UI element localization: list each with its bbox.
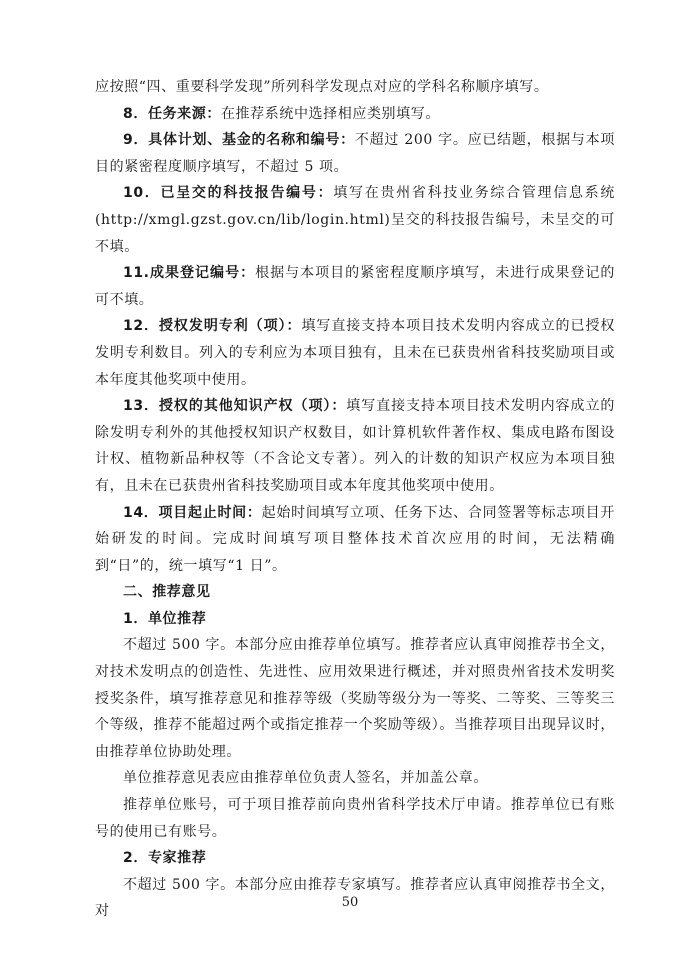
document-body [95,74,615,925]
paragraph-text: 不超过 500 字。本部分应由推荐专家填写。推荐者应认真审阅推荐书全文，对 [95,876,615,920]
paragraph-7 [95,500,615,580]
paragraph-text: 单位推荐意见表应由推荐单位负责人签名，并加盖公章。 [123,770,488,787]
paragraph-1 [95,101,615,128]
paragraph-text: 填写直接支持本项目技术发明内容成立的已授权发明专利数目。列入的专利应为本项目独有，且未在已获贵州省科技奖励项目或本年度其他奖项中使用。 [95,318,615,388]
paragraph-text: 不超过 200 字。应已结题，根据与本项目的紧密程度顺序填写，不超过 5 项。 [95,132,615,175]
paragraph-heading: 9．具体计划、基金的名称和编号： [123,132,355,149]
paragraph-2 [95,127,615,180]
paragraph-11 [95,765,615,792]
paragraph-10 [95,632,615,765]
subsection-heading-text: 1．单位推荐 [123,610,207,627]
paragraph-3 [95,180,615,260]
paragraph-text: 不超过 500 字。本部分应由推荐单位填写。推荐者应认真审阅推荐书全文，对技术发明点的创造性、先进性、应用效果进行概述，并对照贵州省技术发明奖授奖条件，填写推荐意见和推荐等级（奖励等级分为一等奖、二等奖、三等奖三个等级，推荐不能超过两个或指定推荐一个奖励等级）。当推荐项目出现异议时，由推荐单位协助处理。 [95,637,615,760]
paragraph-text: 根据与本项目的紧密程度顺序填写，未进行成果登记的可不填。 [95,265,615,308]
subsection-heading-text: 2．专家推荐 [123,850,207,867]
page-number: 50 [341,895,359,910]
subsection-heading-unit [95,606,615,633]
paragraph-text: 推荐单位账号，可于项目推荐前向贵州省科学技术厅申请。推荐单位已有账号的使用已有账号。 [95,797,615,840]
paragraph-heading: 13．授权的其他知识产权（项）： [123,398,347,415]
section-heading-text: 二、推荐意见 [123,584,211,601]
section-heading-recommendation [95,579,615,606]
paragraph-12 [95,792,615,845]
paragraph-text: 填写在贵州省科技业务综合管理信息系统(http://xmgl.gzst.gov.cn/lib/login.html)呈交的科技报告编号，未呈交的可不填。 [95,185,615,255]
paragraph-text: 在推荐系统中选择相应类别填写。 [220,105,440,122]
paragraph-5 [95,313,615,393]
paragraph-heading: 11.成果登记编号： [123,265,256,282]
paragraph-text: 填写直接支持本项目技术发明内容成立的除发明专利外的其他授权知识产权数目，如计算机软件著作权、集成电路布图设计权、植物新品种权等（不含论文专著）。列入的计数的知识产权应为本项目独有，且未在已获贵州省科技奖励项目或本年度其他奖项中使用。 [95,398,615,494]
paragraph-text: 起始时间填写立项、任务下达、合同签署等标志项目开始研发的时间。完成时间填写项目整体技术首次应用的时间，无法精确到“日”的，统一填写“1 日”。 [95,504,615,574]
paragraph-heading: 8．任务来源： [123,105,221,122]
subsection-heading-expert [95,845,615,872]
paragraph-text: 应按照“四、重要科学发现”所列科学发现点对应的学科名称顺序填写。 [95,79,549,95]
paragraph-6 [95,393,615,499]
paragraph-0 [95,74,615,101]
paragraph-heading: 10．已呈交的科技报告编号： [123,185,334,202]
paragraph-heading: 12．授权发明专利（项）： [123,318,302,335]
paragraph-heading: 14．项目起止时间： [123,504,262,521]
paragraph-4 [95,260,615,313]
